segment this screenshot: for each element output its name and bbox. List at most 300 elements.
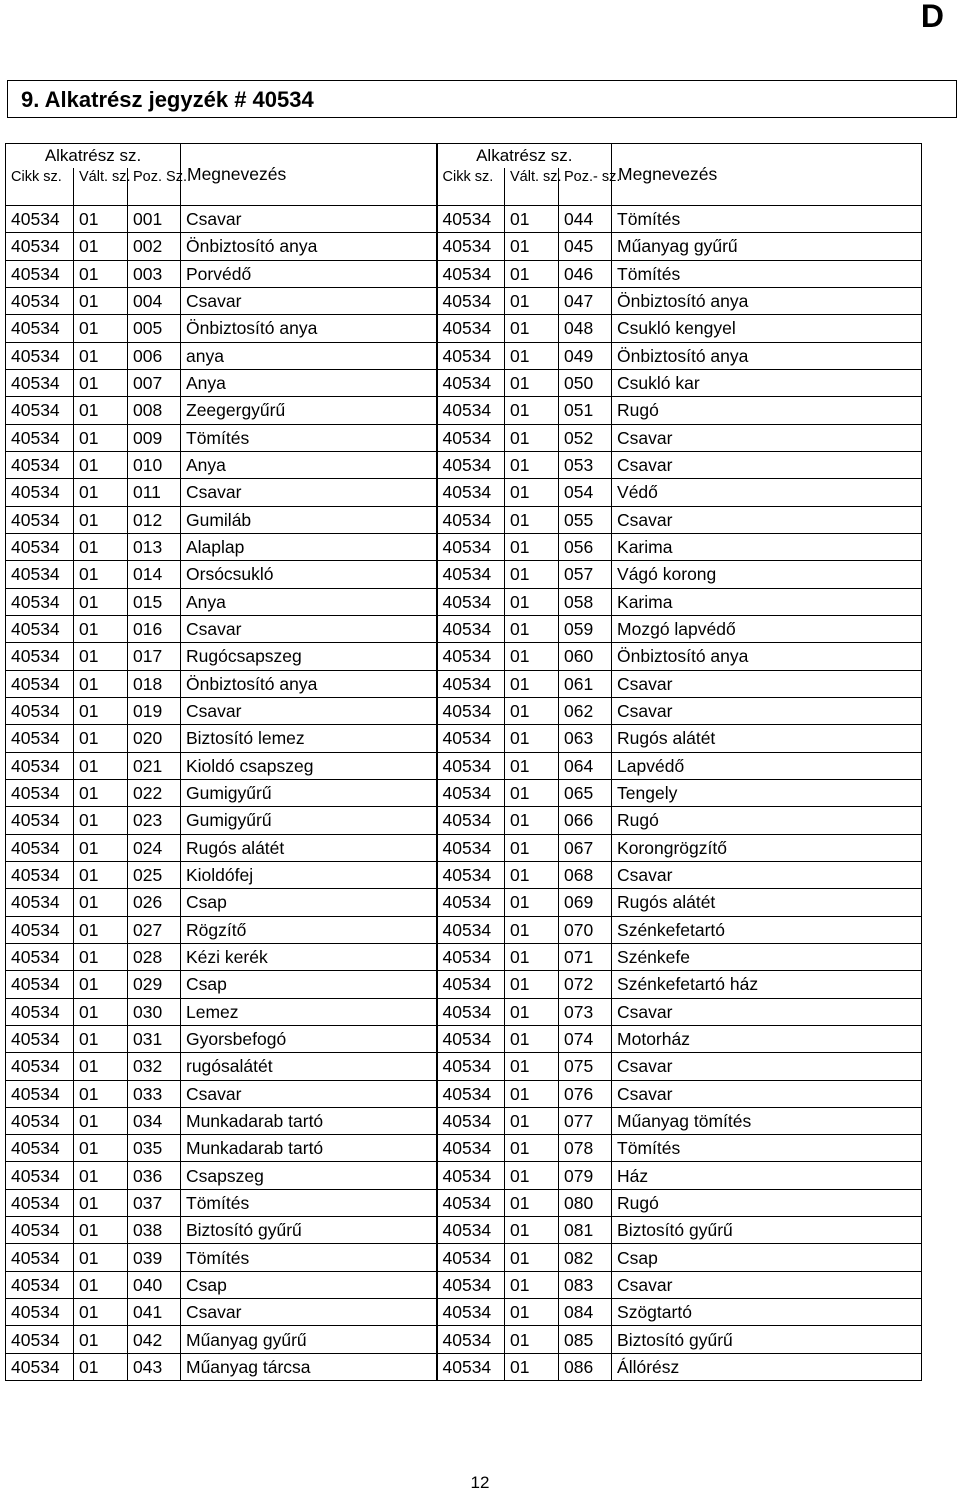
right-poz-cell: 082 <box>559 1244 612 1271</box>
right-poz-cell: 058 <box>559 588 612 615</box>
right-cikk-cell: 40534 <box>437 1080 505 1107</box>
header-valt-left: Vált. sz. <box>74 168 128 206</box>
table-row <box>6 1025 922 1052</box>
left-valt-cell: 01 <box>74 561 128 588</box>
left-cikk-cell: 40534 <box>6 533 74 560</box>
left-poz-cell: 024 <box>128 834 181 861</box>
right-cikk-cell: 40534 <box>437 342 505 369</box>
right-poz-cell: 050 <box>559 369 612 396</box>
right-cikk-cell: 40534 <box>437 506 505 533</box>
left-valt-cell: 01 <box>74 916 128 943</box>
right-cikk-cell: 40534 <box>437 233 505 260</box>
right-cikk-cell: 40534 <box>437 451 505 478</box>
left-name-cell: Csavar <box>181 1080 437 1107</box>
right-valt-cell: 01 <box>505 779 559 806</box>
left-valt-cell: 01 <box>74 1217 128 1244</box>
right-cikk-cell: 40534 <box>437 779 505 806</box>
left-name-cell: Rögzítő <box>181 916 437 943</box>
table-row <box>6 397 922 424</box>
right-cikk-cell: 40534 <box>437 561 505 588</box>
right-poz-cell: 077 <box>559 1107 612 1134</box>
right-poz-cell: 063 <box>559 725 612 752</box>
left-valt-cell: 01 <box>74 670 128 697</box>
left-cikk-cell: 40534 <box>6 1107 74 1134</box>
header-valt-right: Vált. sz. <box>505 168 559 206</box>
left-name-cell: Porvédő <box>181 260 437 287</box>
right-name-cell: Mozgó lapvédő <box>612 615 922 642</box>
header-group-right: Alkatrész sz. <box>437 144 612 169</box>
table-row <box>6 315 922 342</box>
table-row <box>6 533 922 560</box>
right-valt-cell: 01 <box>505 697 559 724</box>
left-poz-cell: 038 <box>128 1217 181 1244</box>
right-cikk-cell: 40534 <box>437 697 505 724</box>
right-poz-cell: 074 <box>559 1025 612 1052</box>
right-name-cell: Csavar <box>612 1080 922 1107</box>
left-cikk-cell: 40534 <box>6 615 74 642</box>
left-cikk-cell: 40534 <box>6 1080 74 1107</box>
right-poz-cell: 084 <box>559 1299 612 1326</box>
right-valt-cell: 01 <box>505 670 559 697</box>
page-number: 12 <box>470 1473 490 1492</box>
left-valt-cell: 01 <box>74 233 128 260</box>
right-poz-cell: 054 <box>559 479 612 506</box>
right-poz-cell: 070 <box>559 916 612 943</box>
right-valt-cell: 01 <box>505 916 559 943</box>
table-row <box>6 861 922 888</box>
left-cikk-cell: 40534 <box>6 588 74 615</box>
right-poz-cell: 081 <box>559 1217 612 1244</box>
right-poz-cell: 076 <box>559 1080 612 1107</box>
right-valt-cell: 01 <box>505 451 559 478</box>
right-valt-cell: 01 <box>505 206 559 233</box>
left-poz-cell: 007 <box>128 369 181 396</box>
right-poz-cell: 055 <box>559 506 612 533</box>
right-poz-cell: 078 <box>559 1135 612 1162</box>
right-valt-cell: 01 <box>505 1107 559 1134</box>
left-name-cell: Munkadarab tartó <box>181 1135 437 1162</box>
table-row <box>6 998 922 1025</box>
right-poz-cell: 044 <box>559 206 612 233</box>
right-name-cell: Szénkefe <box>612 943 922 970</box>
right-poz-cell: 062 <box>559 697 612 724</box>
left-name-cell: Csavar <box>181 479 437 506</box>
right-valt-cell: 01 <box>505 588 559 615</box>
right-valt-cell: 01 <box>505 861 559 888</box>
table-row <box>6 1189 922 1216</box>
left-valt-cell: 01 <box>74 260 128 287</box>
right-name-cell: Rugós alátét <box>612 725 922 752</box>
right-valt-cell: 01 <box>505 369 559 396</box>
left-valt-cell: 01 <box>74 943 128 970</box>
table-row <box>6 260 922 287</box>
right-cikk-cell: 40534 <box>437 834 505 861</box>
right-cikk-cell: 40534 <box>437 397 505 424</box>
page-title: 9. Alkatrész jegyzék # 40534 <box>7 80 957 118</box>
left-valt-cell: 01 <box>74 1271 128 1298</box>
left-cikk-cell: 40534 <box>6 916 74 943</box>
right-cikk-cell: 40534 <box>437 206 505 233</box>
right-cikk-cell: 40534 <box>437 424 505 451</box>
left-valt-cell: 01 <box>74 1189 128 1216</box>
right-name-cell: Állórész <box>612 1353 922 1380</box>
left-cikk-cell: 40534 <box>6 1217 74 1244</box>
left-valt-cell: 01 <box>74 615 128 642</box>
right-valt-cell: 01 <box>505 998 559 1025</box>
left-name-cell: Csavar <box>181 615 437 642</box>
left-name-cell: Orsócsukló <box>181 561 437 588</box>
left-poz-cell: 010 <box>128 451 181 478</box>
right-cikk-cell: 40534 <box>437 1189 505 1216</box>
left-valt-cell: 01 <box>74 451 128 478</box>
left-poz-cell: 036 <box>128 1162 181 1189</box>
left-valt-cell: 01 <box>74 1135 128 1162</box>
left-name-cell: Csap <box>181 971 437 998</box>
left-poz-cell: 019 <box>128 697 181 724</box>
left-cikk-cell: 40534 <box>6 697 74 724</box>
left-name-cell: rugósalátét <box>181 1053 437 1080</box>
left-cikk-cell: 40534 <box>6 752 74 779</box>
left-valt-cell: 01 <box>74 397 128 424</box>
right-poz-cell: 059 <box>559 615 612 642</box>
right-cikk-cell: 40534 <box>437 889 505 916</box>
left-name-cell: Gyorsbefogó <box>181 1025 437 1052</box>
left-cikk-cell: 40534 <box>6 1326 74 1353</box>
right-poz-cell: 073 <box>559 998 612 1025</box>
table-row <box>6 697 922 724</box>
right-cikk-cell: 40534 <box>437 725 505 752</box>
table-row <box>6 889 922 916</box>
left-cikk-cell: 40534 <box>6 479 74 506</box>
left-valt-cell: 01 <box>74 971 128 998</box>
right-valt-cell: 01 <box>505 1271 559 1298</box>
right-valt-cell: 01 <box>505 479 559 506</box>
table-row <box>6 424 922 451</box>
table-row <box>6 834 922 861</box>
right-cikk-cell: 40534 <box>437 643 505 670</box>
left-cikk-cell: 40534 <box>6 424 74 451</box>
table-row <box>6 807 922 834</box>
left-cikk-cell: 40534 <box>6 206 74 233</box>
right-name-cell: Szénkefetartó <box>612 916 922 943</box>
right-valt-cell: 01 <box>505 1299 559 1326</box>
table-row <box>6 1244 922 1271</box>
left-poz-cell: 027 <box>128 916 181 943</box>
right-name-cell: Csavar <box>612 1053 922 1080</box>
left-cikk-cell: 40534 <box>6 943 74 970</box>
right-cikk-cell: 40534 <box>437 533 505 560</box>
right-cikk-cell: 40534 <box>437 588 505 615</box>
right-cikk-cell: 40534 <box>437 1135 505 1162</box>
right-name-cell: Csap <box>612 1244 922 1271</box>
right-poz-cell: 083 <box>559 1271 612 1298</box>
left-name-cell: Önbiztosító anya <box>181 233 437 260</box>
right-name-cell: Csavar <box>612 998 922 1025</box>
right-name-cell: Műanyag gyűrű <box>612 233 922 260</box>
left-cikk-cell: 40534 <box>6 451 74 478</box>
left-poz-cell: 013 <box>128 533 181 560</box>
left-valt-cell: 01 <box>74 643 128 670</box>
right-valt-cell: 01 <box>505 1326 559 1353</box>
header-name-left: Megnevezés <box>181 144 437 206</box>
table-row <box>6 1162 922 1189</box>
left-cikk-cell: 40534 <box>6 1025 74 1052</box>
table-row <box>6 588 922 615</box>
table-row <box>6 643 922 670</box>
left-name-cell: anya <box>181 342 437 369</box>
right-valt-cell: 01 <box>505 1217 559 1244</box>
left-cikk-cell: 40534 <box>6 834 74 861</box>
table-row <box>6 1135 922 1162</box>
left-cikk-cell: 40534 <box>6 1162 74 1189</box>
left-valt-cell: 01 <box>74 315 128 342</box>
right-poz-cell: 075 <box>559 1053 612 1080</box>
right-name-cell: Rugós alátét <box>612 889 922 916</box>
left-poz-cell: 043 <box>128 1353 181 1380</box>
right-name-cell: Szögtartó <box>612 1299 922 1326</box>
right-name-cell: Önbiztosító anya <box>612 342 922 369</box>
left-cikk-cell: 40534 <box>6 233 74 260</box>
left-poz-cell: 001 <box>128 206 181 233</box>
right-valt-cell: 01 <box>505 943 559 970</box>
left-poz-cell: 023 <box>128 807 181 834</box>
right-cikk-cell: 40534 <box>437 670 505 697</box>
right-name-cell: Csavar <box>612 670 922 697</box>
left-name-cell: Anya <box>181 369 437 396</box>
right-cikk-cell: 40534 <box>437 315 505 342</box>
left-cikk-cell: 40534 <box>6 260 74 287</box>
right-valt-cell: 01 <box>505 971 559 998</box>
left-valt-cell: 01 <box>74 1299 128 1326</box>
right-poz-cell: 064 <box>559 752 612 779</box>
left-poz-cell: 021 <box>128 752 181 779</box>
right-name-cell: Rugó <box>612 397 922 424</box>
table-row <box>6 506 922 533</box>
right-valt-cell: 01 <box>505 834 559 861</box>
right-valt-cell: 01 <box>505 506 559 533</box>
right-name-cell: Szénkefetartó ház <box>612 971 922 998</box>
table-row <box>6 479 922 506</box>
right-name-cell: Csavar <box>612 861 922 888</box>
left-cikk-cell: 40534 <box>6 1299 74 1326</box>
right-poz-cell: 069 <box>559 889 612 916</box>
left-poz-cell: 018 <box>128 670 181 697</box>
left-cikk-cell: 40534 <box>6 725 74 752</box>
left-poz-cell: 015 <box>128 588 181 615</box>
right-name-cell: Önbiztosító anya <box>612 287 922 314</box>
table-row <box>6 1271 922 1298</box>
header-poz-right: Poz.- sz. <box>559 168 612 206</box>
table-row <box>6 369 922 396</box>
left-poz-cell: 008 <box>128 397 181 424</box>
left-name-cell: Kézi kerék <box>181 943 437 970</box>
right-name-cell: Csavar <box>612 451 922 478</box>
right-valt-cell: 01 <box>505 1244 559 1271</box>
left-valt-cell: 01 <box>74 287 128 314</box>
left-poz-cell: 003 <box>128 260 181 287</box>
right-valt-cell: 01 <box>505 233 559 260</box>
left-name-cell: Tömítés <box>181 424 437 451</box>
right-name-cell: Tömítés <box>612 1135 922 1162</box>
left-name-cell: Csavar <box>181 206 437 233</box>
left-valt-cell: 01 <box>74 206 128 233</box>
left-cikk-cell: 40534 <box>6 779 74 806</box>
left-cikk-cell: 40534 <box>6 861 74 888</box>
right-valt-cell: 01 <box>505 643 559 670</box>
right-name-cell: Lapvédő <box>612 752 922 779</box>
left-poz-cell: 012 <box>128 506 181 533</box>
table-row <box>6 287 922 314</box>
right-name-cell: Csavar <box>612 506 922 533</box>
right-cikk-cell: 40534 <box>437 752 505 779</box>
table-row <box>6 1326 922 1353</box>
right-cikk-cell: 40534 <box>437 916 505 943</box>
right-valt-cell: 01 <box>505 889 559 916</box>
right-cikk-cell: 40534 <box>437 971 505 998</box>
left-name-cell: Alaplap <box>181 533 437 560</box>
right-cikk-cell: 40534 <box>437 260 505 287</box>
right-name-cell: Tengely <box>612 779 922 806</box>
right-poz-cell: 045 <box>559 233 612 260</box>
left-cikk-cell: 40534 <box>6 1189 74 1216</box>
left-valt-cell: 01 <box>74 697 128 724</box>
right-poz-cell: 086 <box>559 1353 612 1380</box>
right-cikk-cell: 40534 <box>437 1025 505 1052</box>
left-name-cell: Csavar <box>181 287 437 314</box>
right-poz-cell: 051 <box>559 397 612 424</box>
left-name-cell: Csap <box>181 889 437 916</box>
left-name-cell: Lemez <box>181 998 437 1025</box>
left-cikk-cell: 40534 <box>6 506 74 533</box>
right-cikk-cell: 40534 <box>437 1353 505 1380</box>
left-valt-cell: 01 <box>74 1353 128 1380</box>
left-poz-cell: 022 <box>128 779 181 806</box>
right-name-cell: Biztosító gyűrű <box>612 1326 922 1353</box>
left-name-cell: Önbiztosító anya <box>181 670 437 697</box>
right-poz-cell: 047 <box>559 287 612 314</box>
header-name-right: Megnevezés <box>612 144 922 206</box>
right-name-cell: Rugó <box>612 1189 922 1216</box>
right-poz-cell: 079 <box>559 1162 612 1189</box>
left-cikk-cell: 40534 <box>6 807 74 834</box>
right-poz-cell: 048 <box>559 315 612 342</box>
right-valt-cell: 01 <box>505 342 559 369</box>
left-name-cell: Műanyag gyűrű <box>181 1326 437 1353</box>
left-valt-cell: 01 <box>74 779 128 806</box>
left-valt-cell: 01 <box>74 807 128 834</box>
right-poz-cell: 072 <box>559 971 612 998</box>
header-group-left: Alkatrész sz. <box>6 144 181 169</box>
left-cikk-cell: 40534 <box>6 1053 74 1080</box>
right-valt-cell: 01 <box>505 1162 559 1189</box>
right-poz-cell: 085 <box>559 1326 612 1353</box>
left-cikk-cell: 40534 <box>6 369 74 396</box>
left-name-cell: Műanyag tárcsa <box>181 1353 437 1380</box>
right-poz-cell: 046 <box>559 260 612 287</box>
left-name-cell: Önbiztosító anya <box>181 315 437 342</box>
table-row <box>6 615 922 642</box>
right-name-cell: Csukló kar <box>612 369 922 396</box>
left-valt-cell: 01 <box>74 1080 128 1107</box>
right-cikk-cell: 40534 <box>437 1053 505 1080</box>
table-row <box>6 725 922 752</box>
left-cikk-cell: 40534 <box>6 1271 74 1298</box>
right-name-cell: Korongrögzítő <box>612 834 922 861</box>
left-name-cell: Munkadarab tartó <box>181 1107 437 1134</box>
left-poz-cell: 032 <box>128 1053 181 1080</box>
left-valt-cell: 01 <box>74 533 128 560</box>
right-valt-cell: 01 <box>505 287 559 314</box>
left-name-cell: Csavar <box>181 697 437 724</box>
left-cikk-cell: 40534 <box>6 287 74 314</box>
right-name-cell: Csavar <box>612 697 922 724</box>
left-poz-cell: 002 <box>128 233 181 260</box>
parts-table <box>5 143 922 1381</box>
left-name-cell: Rugós alátét <box>181 834 437 861</box>
table-row <box>6 233 922 260</box>
right-name-cell: Rugó <box>612 807 922 834</box>
right-valt-cell: 01 <box>505 561 559 588</box>
left-poz-cell: 009 <box>128 424 181 451</box>
left-cikk-cell: 40534 <box>6 1135 74 1162</box>
left-name-cell: Kioldófej <box>181 861 437 888</box>
left-name-cell: Csapszeg <box>181 1162 437 1189</box>
right-valt-cell: 01 <box>505 1189 559 1216</box>
table-row <box>6 943 922 970</box>
right-poz-cell: 060 <box>559 643 612 670</box>
left-cikk-cell: 40534 <box>6 315 74 342</box>
left-valt-cell: 01 <box>74 998 128 1025</box>
left-poz-cell: 030 <box>128 998 181 1025</box>
right-name-cell: Csukló kengyel <box>612 315 922 342</box>
right-cikk-cell: 40534 <box>437 1162 505 1189</box>
right-valt-cell: 01 <box>505 315 559 342</box>
left-name-cell: Kioldó csapszeg <box>181 752 437 779</box>
left-cikk-cell: 40534 <box>6 561 74 588</box>
right-name-cell: Karima <box>612 588 922 615</box>
right-poz-cell: 049 <box>559 342 612 369</box>
left-poz-cell: 034 <box>128 1107 181 1134</box>
left-name-cell: Tömítés <box>181 1189 437 1216</box>
left-valt-cell: 01 <box>74 1107 128 1134</box>
left-poz-cell: 037 <box>128 1189 181 1216</box>
left-cikk-cell: 40534 <box>6 342 74 369</box>
right-valt-cell: 01 <box>505 1353 559 1380</box>
left-valt-cell: 01 <box>74 752 128 779</box>
left-name-cell: Zeegergyűrű <box>181 397 437 424</box>
right-cikk-cell: 40534 <box>437 1271 505 1298</box>
left-poz-cell: 025 <box>128 861 181 888</box>
right-cikk-cell: 40534 <box>437 479 505 506</box>
left-poz-cell: 029 <box>128 971 181 998</box>
right-poz-cell: 066 <box>559 807 612 834</box>
left-valt-cell: 01 <box>74 424 128 451</box>
left-valt-cell: 01 <box>74 725 128 752</box>
right-poz-cell: 071 <box>559 943 612 970</box>
right-poz-cell: 056 <box>559 533 612 560</box>
right-valt-cell: 01 <box>505 725 559 752</box>
right-poz-cell: 057 <box>559 561 612 588</box>
header-cikk-right: Cikk sz. <box>437 168 505 206</box>
left-poz-cell: 017 <box>128 643 181 670</box>
right-valt-cell: 01 <box>505 1053 559 1080</box>
right-name-cell: Biztosító gyűrű <box>612 1217 922 1244</box>
right-poz-cell: 052 <box>559 424 612 451</box>
right-name-cell: Csavar <box>612 1271 922 1298</box>
right-valt-cell: 01 <box>505 1135 559 1162</box>
table-row <box>6 916 922 943</box>
left-name-cell: Csap <box>181 1271 437 1298</box>
